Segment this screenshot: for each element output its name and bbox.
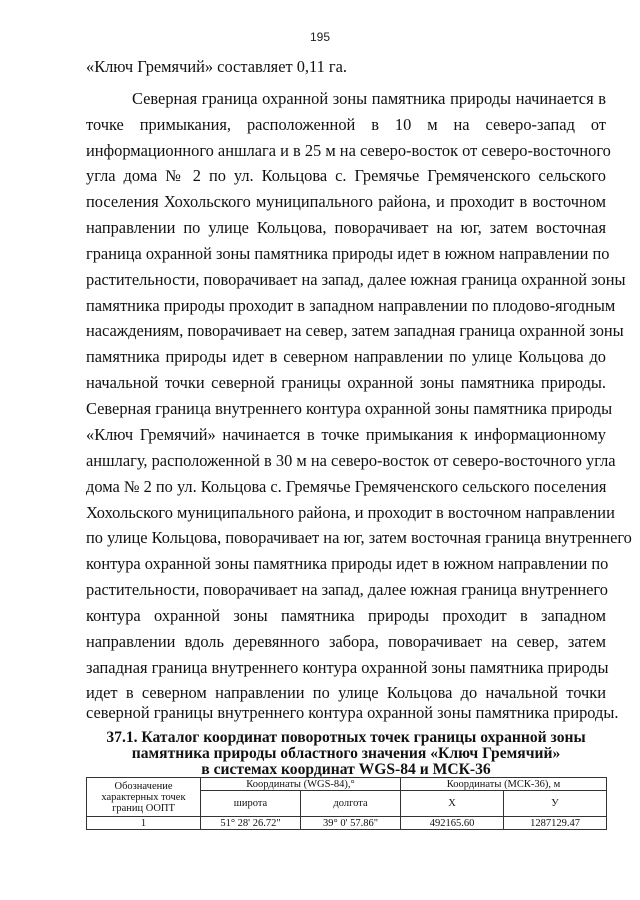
cell-point: 1 xyxy=(87,817,201,830)
text-line: насаждениям, поворачивает на север, затем западная граница охранной зоны xyxy=(86,321,624,340)
section-heading-line-2: памятника природы областного значения «Ключ Гремячий» xyxy=(131,745,561,762)
header-wgs84: Координаты (WGS-84),° xyxy=(201,778,401,791)
text-line: растительности, поворачивает на запад, далее южная граница охранной зоны xyxy=(86,270,626,289)
coordinates-table xyxy=(86,777,607,830)
text-line: контура охранной зоны памятника природы идет в южном направлении по xyxy=(86,554,609,573)
section-heading-line-1: 37.1. Каталог координат поворотных точек границы охранной зоны xyxy=(106,729,586,746)
header-longitude: долгота xyxy=(301,791,401,817)
text-line: начальной точки северной границы охранной зоны памятника природы. xyxy=(86,373,606,392)
text-line: западная граница внутреннего контура охранной зоны памятника природы xyxy=(86,658,609,677)
text-line: «Ключ Гремячий» составляет 0,11 га. xyxy=(86,57,348,76)
cell-latitude: 51° 28' 26.72" xyxy=(201,817,301,830)
header-point-designation: Обозначение характерных точек границ ООПТ xyxy=(87,778,201,817)
header-y: У xyxy=(504,791,607,817)
text-line: Северная граница внутреннего контура охранной зоны памятника природы xyxy=(86,399,613,418)
text-line: дома № 2 по ул. Кольцова с. Гремячье Гремяченского сельского поселения xyxy=(86,477,607,496)
text-line: информационного аншлага и в 25 м на северо-восток от северо-восточного xyxy=(86,141,611,160)
section-heading-line-3: в системах координат WGS-84 и МСК-36 xyxy=(201,761,491,778)
header-msk36: Координаты (МСК-36), м xyxy=(401,778,607,791)
page-number: 195 xyxy=(309,30,331,44)
text-line: «Ключ Гремячий» начинается в точке примыкания к информационному xyxy=(86,425,606,444)
text-line: угла дома № 2 по ул. Кольцова с. Гремячье Гремяченского сельского xyxy=(86,166,606,185)
text-line: точке примыкания, расположенной в 10 м на северо-запад от xyxy=(86,115,606,134)
cell-x: 492165.60 xyxy=(401,817,504,830)
text-line: направлении по улице Кольцова, поворачивает на юг, затем восточная xyxy=(86,218,606,237)
text-line: поселения Хохольского муниципального района, и проходит в восточном xyxy=(86,192,606,211)
header-latitude: широта xyxy=(201,791,301,817)
text-line: Хохольского муниципального района, и проходит в восточном направлении xyxy=(86,503,615,522)
text-line: граница охранной зоны памятника природы идет в южном направлении по xyxy=(86,244,610,263)
text-line: памятника природы идет в северном направлении по улице Кольцова до xyxy=(86,347,606,366)
cell-y: 1287129.47 xyxy=(504,817,607,830)
text-line: памятника природы проходит в западном направлении по плодово-ягодным xyxy=(86,296,616,315)
text-line: направлении вдоль деревянного забора, поворачивает на север, затем xyxy=(86,632,606,651)
text-line: идет в северном направлении по улице Кольцова до начальной точки xyxy=(86,683,606,702)
cell-longitude: 39° 0' 57.86" xyxy=(301,817,401,830)
paragraph-first-line: Северная граница охранной зоны памятника природы начинается в xyxy=(132,89,606,108)
header-x: X xyxy=(401,791,504,817)
text-line: растительности, поворачивает на запад, далее южная граница внутреннего xyxy=(86,580,608,599)
text-line: северной границы внутреннего контура охранной зоны памятника природы. xyxy=(86,703,619,722)
text-line: по улице Кольцова, поворачивает на юг, затем восточная граница внутреннего xyxy=(86,528,632,547)
text-line: аншлагу, расположенной в 30 м на северо-восток от северо-восточного угла xyxy=(86,451,616,470)
text-line: контура охранной зоны памятника природы проходит в западном xyxy=(86,606,606,625)
table-row xyxy=(87,817,607,830)
